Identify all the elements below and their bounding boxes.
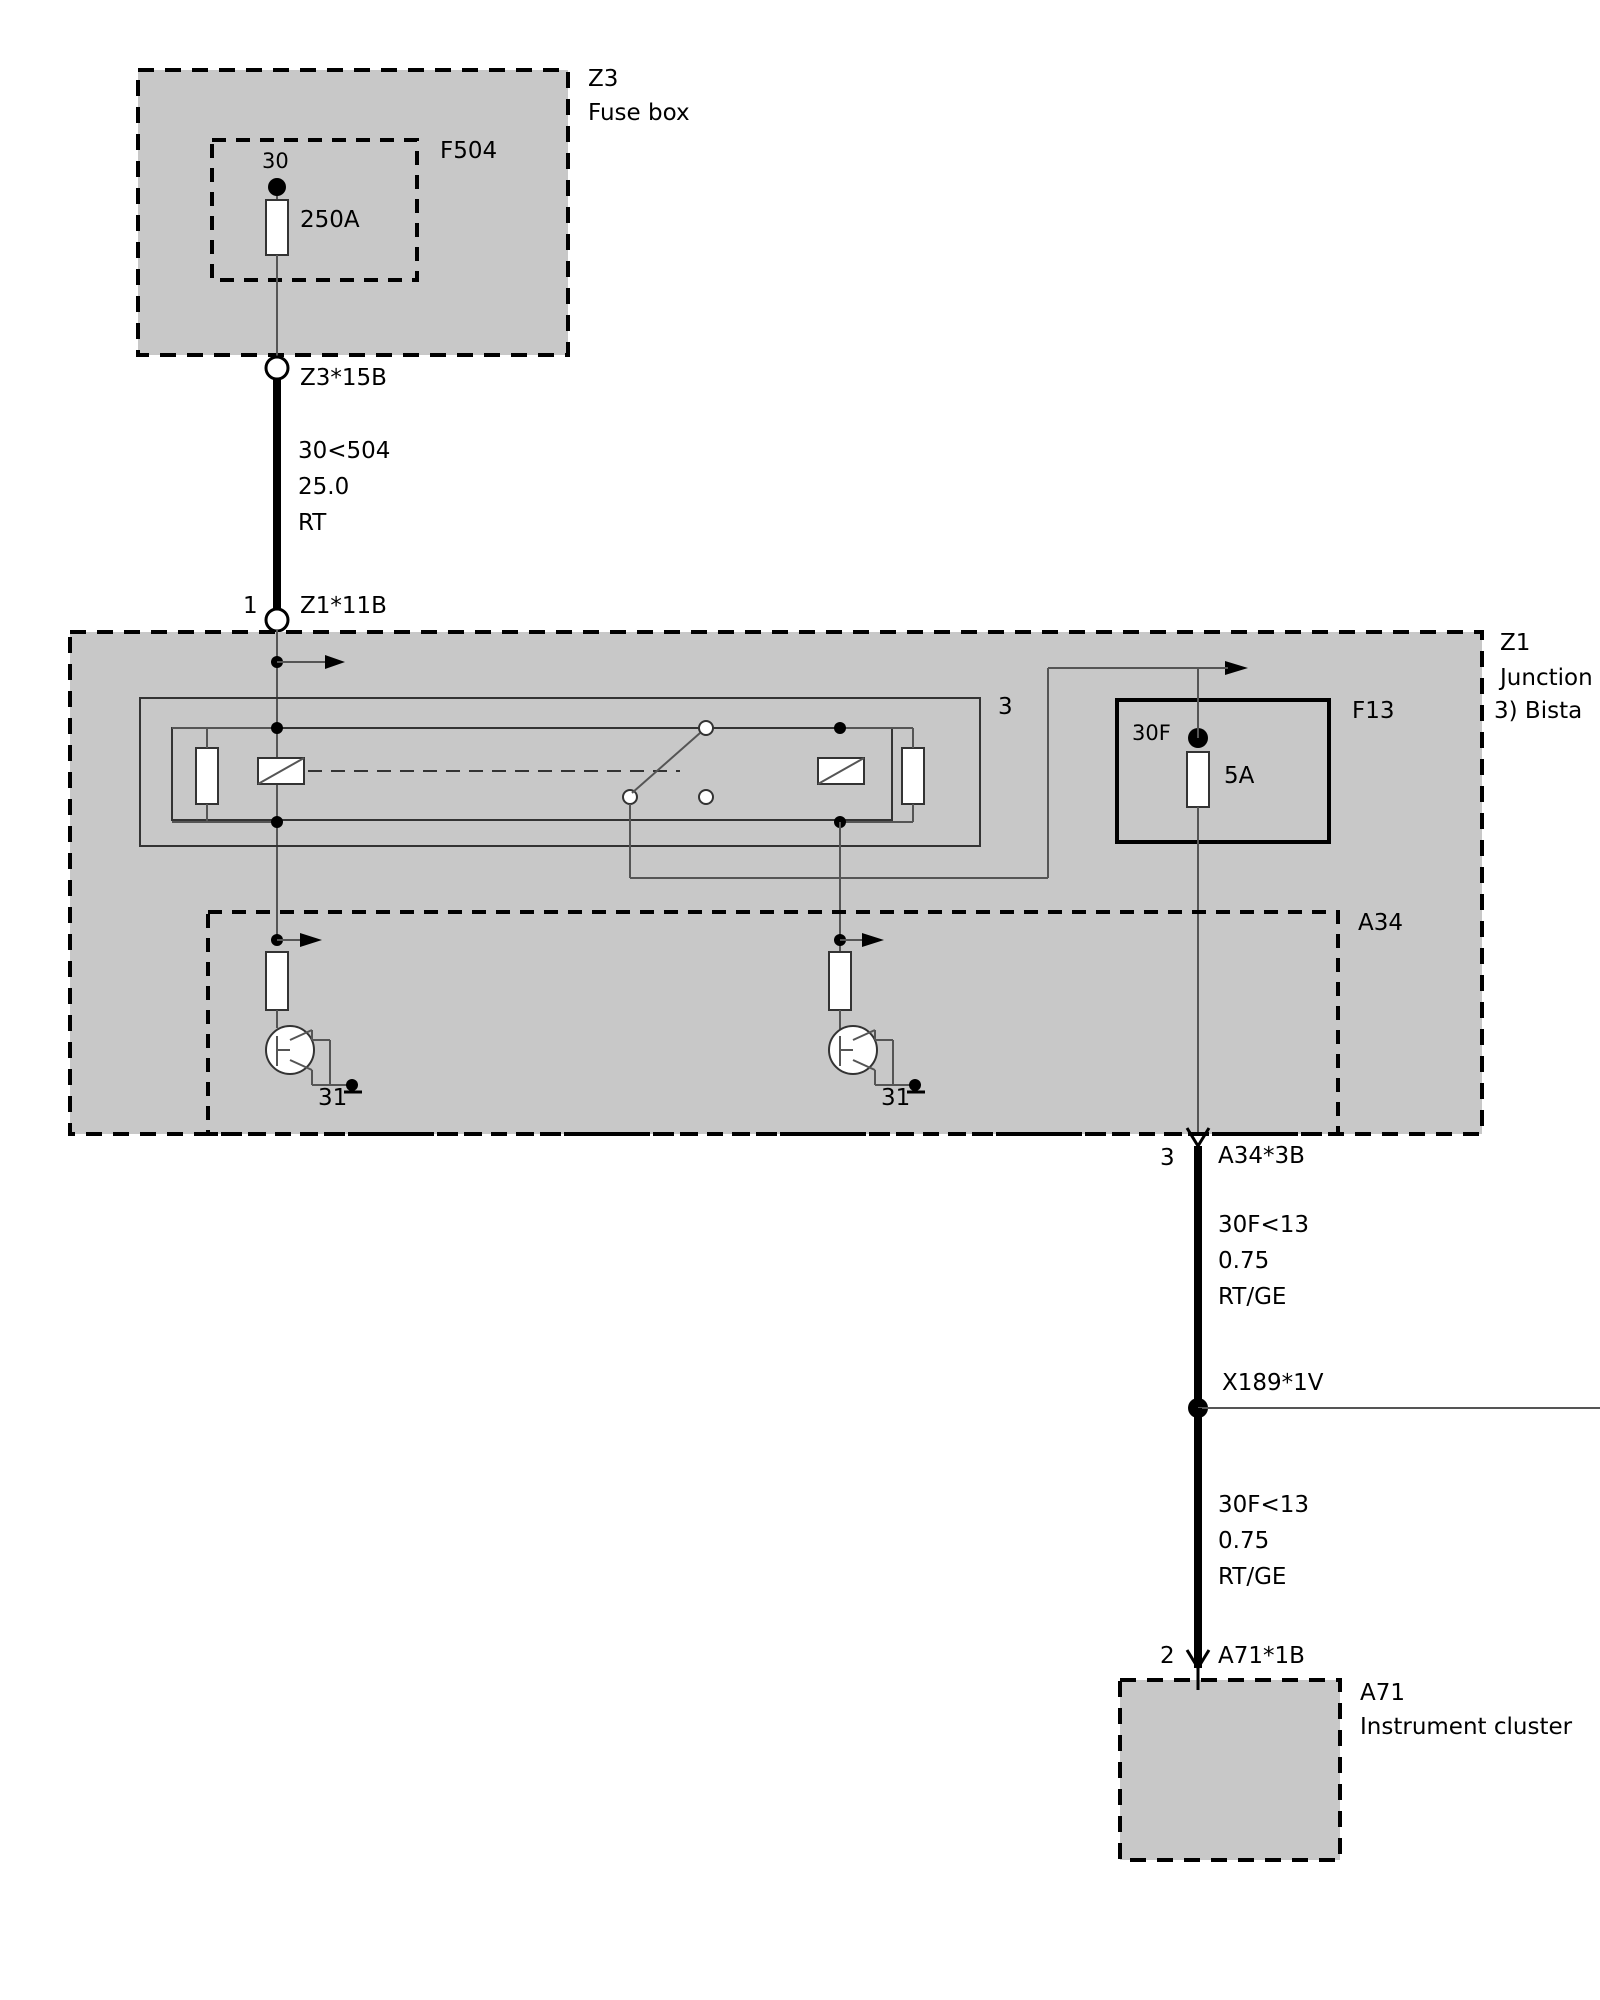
- fuse-f504-terminal-dot: [268, 178, 286, 196]
- ground-right-label: 31: [881, 1085, 911, 1111]
- relay-group-ref: 3: [998, 694, 1013, 720]
- pin-a34-3b: 3: [1160, 1145, 1175, 1171]
- relay-node-right-top: [834, 722, 846, 734]
- fuse-f504-id: F504: [440, 138, 498, 164]
- fuse-f504-symbol: [266, 200, 288, 255]
- wire-3-size: 0.75: [1218, 1528, 1270, 1554]
- relay-contact-common: [623, 790, 637, 804]
- wire-3-color: RT/GE: [1218, 1564, 1287, 1590]
- connector-z1-11b-label: Z1*11B: [300, 593, 387, 619]
- fuse-f504-rating: 250A: [300, 207, 360, 233]
- ground-right-dot: [909, 1079, 921, 1091]
- module-z3-name: Fuse box: [588, 100, 690, 126]
- relay-node-left-top: [271, 722, 283, 734]
- relay-left-resistor: [196, 748, 218, 804]
- relay-right-resistor: [902, 748, 924, 804]
- wire-3-circuit: 30F<13: [1218, 1492, 1310, 1518]
- fuse-f504-terminal: 30: [262, 149, 289, 173]
- pin-a71-1b: 2: [1160, 1643, 1175, 1669]
- module-z1-id: Z1: [1500, 630, 1531, 656]
- wire-2-color: RT/GE: [1218, 1284, 1287, 1310]
- relay-node-left-bottom: [271, 816, 283, 828]
- connector-a71-1b-label: A71*1B: [1218, 1643, 1305, 1669]
- pin-z1-11b: 1: [243, 593, 258, 619]
- connector-z1-11b-node[interactable]: [266, 609, 288, 631]
- module-a34-id: A34: [1358, 910, 1404, 936]
- relay-contact-no: [699, 721, 713, 735]
- connector-z3-15b-label: Z3*15B: [300, 365, 387, 391]
- ground-left-dot: [346, 1079, 358, 1091]
- fuse-f13-symbol: [1187, 752, 1209, 807]
- fuse-f13-id: F13: [1352, 698, 1395, 724]
- ground-left-label: 31: [318, 1085, 348, 1111]
- connector-z3-15b-node[interactable]: [266, 357, 288, 379]
- module-a71-id: A71: [1360, 1680, 1406, 1706]
- wire-1-color: RT: [298, 510, 327, 536]
- module-z1-note: 3) Bista: [1494, 698, 1583, 724]
- a34-left-resistor: [266, 952, 288, 1010]
- wire-1-circuit: 30<504: [298, 438, 391, 464]
- wire-2-size: 0.75: [1218, 1248, 1270, 1274]
- module-z1-name: Junction: [1500, 665, 1593, 691]
- module-a71-name: Instrument cluster: [1360, 1714, 1573, 1740]
- relay-contact-nc: [699, 790, 713, 804]
- a34-right-resistor: [829, 952, 851, 1010]
- module-a71-box: [1120, 1680, 1340, 1860]
- wire-2-circuit: 30F<13: [1218, 1212, 1310, 1238]
- fuse-f13-rating: 5A: [1224, 763, 1255, 789]
- module-z3-id: Z3: [588, 66, 619, 92]
- splice-x189-label: X189*1V: [1222, 1370, 1324, 1396]
- wire-1-size: 25.0: [298, 474, 350, 500]
- connector-a34-3b-label: A34*3B: [1218, 1143, 1305, 1169]
- fuse-f13-terminal: 30F: [1132, 721, 1171, 745]
